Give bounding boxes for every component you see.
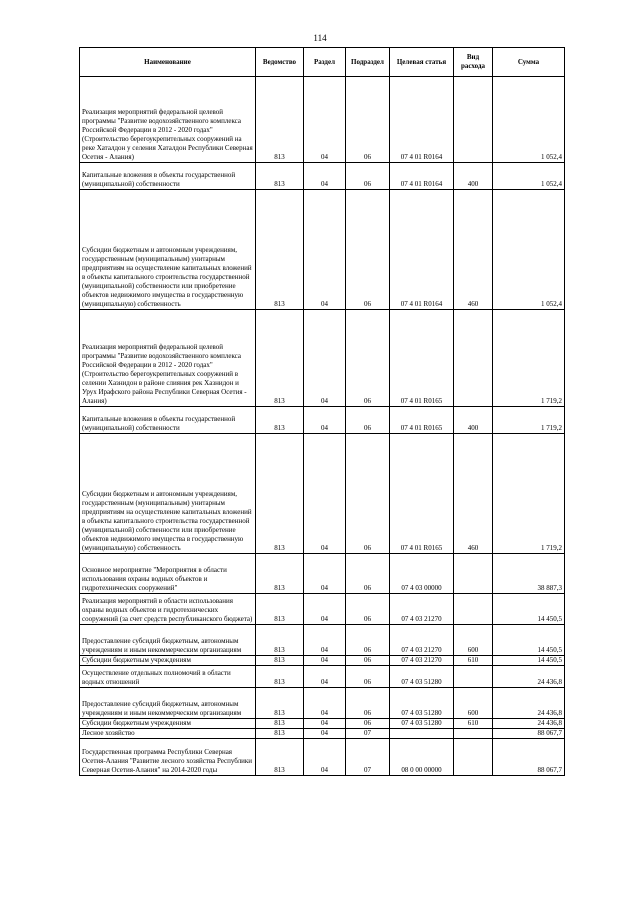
budget-table <box>79 47 565 776</box>
cell-expense-type <box>454 310 493 407</box>
cell-department: 813 <box>256 310 304 407</box>
table-row <box>80 729 565 739</box>
cell-expense-type <box>454 594 493 625</box>
cell-subsection: 06 <box>346 656 390 666</box>
cell-department: 813 <box>256 688 304 719</box>
cell-name: Реализация мероприятий в области использования охраны водных объектов и гидротехнических сооружений (за счет средств республиканского бюджета) <box>80 594 256 625</box>
cell-expense-type: 460 <box>454 434 493 554</box>
cell-name: Реализация мероприятий федеральной целевой программы "Развитие водохозяйственного комплекса Российской Федерации в 2012 - 2020 годах" (Строительство берегоукрепительных сооружений на реке Хаталдон у селения Хаталдон Республики Северная Осетия - Алания) <box>80 77 256 163</box>
cell-expense-type <box>454 77 493 163</box>
cell-target-article: 08 0 00 00000 <box>390 739 454 776</box>
cell-section: 04 <box>304 739 346 776</box>
table-row <box>80 163 565 190</box>
cell-department: 813 <box>256 729 304 739</box>
cell-department: 813 <box>256 407 304 434</box>
cell-name: Субсидии бюджетным и автономным учреждениям, государственным (муниципальным) унитарным предприятиям на осуществление капитальных вложений в объекты капитального строительства государственной (муниципальной) собственности или приобретение объектов недвижимого имущества в государственную (муниципальную) собственность <box>80 190 256 310</box>
table-row <box>80 554 565 594</box>
cell-amount: 24 436,8 <box>493 666 565 688</box>
cell-subsection: 06 <box>346 77 390 163</box>
table-row <box>80 77 565 163</box>
cell-amount: 1 719,2 <box>493 434 565 554</box>
cell-name: Субсидии бюджетным учреждениям <box>80 656 256 666</box>
cell-section: 04 <box>304 310 346 407</box>
cell-amount: 24 436,8 <box>493 688 565 719</box>
cell-amount: 88 067,7 <box>493 739 565 776</box>
table-row <box>80 594 565 625</box>
cell-subsection: 07 <box>346 739 390 776</box>
cell-name: Предоставление субсидий бюджетным, автономным учреждениям и иным некоммерческим организациям <box>80 688 256 719</box>
cell-section: 04 <box>304 594 346 625</box>
column-header-amount: Сумма <box>493 48 565 77</box>
cell-expense-type <box>454 554 493 594</box>
cell-subsection: 06 <box>346 719 390 729</box>
cell-target-article: 07 4 01 R0165 <box>390 310 454 407</box>
cell-expense-type: 600 <box>454 688 493 719</box>
cell-section: 04 <box>304 729 346 739</box>
cell-subsection: 06 <box>346 163 390 190</box>
cell-subsection: 06 <box>346 625 390 656</box>
cell-department: 813 <box>256 434 304 554</box>
cell-expense-type: 460 <box>454 190 493 310</box>
cell-target-article: 07 4 03 21270 <box>390 656 454 666</box>
cell-expense-type <box>454 729 493 739</box>
cell-target-article: 07 4 01 R0164 <box>390 190 454 310</box>
cell-department: 813 <box>256 719 304 729</box>
cell-section: 04 <box>304 163 346 190</box>
cell-target-article: 07 4 03 51280 <box>390 719 454 729</box>
cell-expense-type: 610 <box>454 719 493 729</box>
cell-subsection: 06 <box>346 407 390 434</box>
cell-amount: 1 052,4 <box>493 190 565 310</box>
cell-subsection: 06 <box>346 310 390 407</box>
cell-amount: 1 719,2 <box>493 310 565 407</box>
cell-target-article: 07 4 03 21270 <box>390 625 454 656</box>
cell-name: Основное мероприятие "Мероприятия в области использования охраны водных объектов и гидротехнических сооружений" <box>80 554 256 594</box>
cell-subsection: 06 <box>346 594 390 625</box>
cell-section: 04 <box>304 719 346 729</box>
cell-target-article: 07 4 01 R0164 <box>390 163 454 190</box>
cell-expense-type: 400 <box>454 163 493 190</box>
cell-department: 813 <box>256 190 304 310</box>
cell-target-article: 07 4 03 51280 <box>390 688 454 719</box>
table-row <box>80 407 565 434</box>
cell-department: 813 <box>256 656 304 666</box>
cell-section: 04 <box>304 688 346 719</box>
cell-target-article: 07 4 01 R0165 <box>390 434 454 554</box>
cell-subsection: 06 <box>346 434 390 554</box>
cell-amount: 38 887,3 <box>493 554 565 594</box>
cell-subsection: 06 <box>346 688 390 719</box>
table-row <box>80 656 565 666</box>
cell-subsection: 07 <box>346 729 390 739</box>
cell-target-article <box>390 729 454 739</box>
cell-subsection: 06 <box>346 666 390 688</box>
table-row <box>80 625 565 656</box>
cell-section: 04 <box>304 625 346 656</box>
cell-amount: 1 719,2 <box>493 407 565 434</box>
column-header-subsection: Подраздел <box>346 48 390 77</box>
table-row <box>80 190 565 310</box>
cell-section: 04 <box>304 77 346 163</box>
column-header-name: Наименование <box>80 48 256 77</box>
cell-target-article: 07 4 01 R0164 <box>390 77 454 163</box>
cell-department: 813 <box>256 554 304 594</box>
cell-name: Субсидии бюджетным и автономным учреждениям, государственным (муниципальным) унитарным предприятиям на осуществление капитальных вложений в объекты капитального строительства государственной (муниципальной) собственности или приобретение объектов недвижимого имущества в государственную (муниципальную) собственность <box>80 434 256 554</box>
cell-section: 04 <box>304 656 346 666</box>
table-row <box>80 719 565 729</box>
cell-target-article: 07 4 03 00000 <box>390 554 454 594</box>
cell-name: Капитальные вложения в объекты государственной (муниципальной) собственности <box>80 163 256 190</box>
cell-section: 04 <box>304 434 346 554</box>
cell-subsection: 06 <box>346 190 390 310</box>
cell-section: 04 <box>304 554 346 594</box>
table-row <box>80 688 565 719</box>
table-row <box>80 666 565 688</box>
cell-subsection: 06 <box>346 554 390 594</box>
cell-department: 813 <box>256 594 304 625</box>
cell-expense-type <box>454 666 493 688</box>
column-header-section: Раздел <box>304 48 346 77</box>
cell-name: Капитальные вложения в объекты государственной (муниципальной) собственности <box>80 407 256 434</box>
table-row <box>80 310 565 407</box>
cell-name: Предоставление субсидий бюджетным, автономным учреждениям и иным некоммерческим организациям <box>80 625 256 656</box>
cell-amount: 1 052,4 <box>493 163 565 190</box>
cell-name: Реализация мероприятий федеральной целевой программы "Развитие водохозяйственного комплекса Российской Федерации в 2012 - 2020 годах" (Строительство берегоукрепительных сооружений в селении Хазнидон в районе слияния рек Хазнидон и Урух Ирафского района Республики Северная Осетия - Алания) <box>80 310 256 407</box>
cell-name: Субсидии бюджетным учреждениям <box>80 719 256 729</box>
page-number: 114 <box>313 33 327 43</box>
cell-name: Государственная программа Республики Северная Осетия-Алания "Развитие лесного хозяйства Республики Северная Осетия-Алания" на 2014-2020 годы <box>80 739 256 776</box>
column-header-target-article: Целевая статья <box>390 48 454 77</box>
cell-target-article: 07 4 03 51280 <box>390 666 454 688</box>
cell-target-article: 07 4 01 R0165 <box>390 407 454 434</box>
column-header-department: Ведомство <box>256 48 304 77</box>
cell-department: 813 <box>256 625 304 656</box>
cell-expense-type: 610 <box>454 656 493 666</box>
cell-section: 04 <box>304 190 346 310</box>
table-row <box>80 739 565 776</box>
cell-amount: 14 450,5 <box>493 656 565 666</box>
cell-department: 813 <box>256 163 304 190</box>
cell-name: Осуществление отдельных полномочий в области водных отношений <box>80 666 256 688</box>
cell-expense-type <box>454 739 493 776</box>
cell-department: 813 <box>256 666 304 688</box>
cell-amount: 14 450,5 <box>493 594 565 625</box>
cell-amount: 88 067,7 <box>493 729 565 739</box>
table-header-row <box>80 48 565 77</box>
table-row <box>80 434 565 554</box>
cell-section: 04 <box>304 407 346 434</box>
cell-department: 813 <box>256 77 304 163</box>
cell-amount: 14 450,5 <box>493 625 565 656</box>
cell-department: 813 <box>256 739 304 776</box>
cell-expense-type: 600 <box>454 625 493 656</box>
cell-amount: 24 436,8 <box>493 719 565 729</box>
cell-name: Лесное хозяйство <box>80 729 256 739</box>
cell-target-article: 07 4 03 21270 <box>390 594 454 625</box>
cell-section: 04 <box>304 666 346 688</box>
cell-amount: 1 052,4 <box>493 77 565 163</box>
cell-expense-type: 400 <box>454 407 493 434</box>
column-header-expense-type: Вид расхода <box>454 48 493 77</box>
